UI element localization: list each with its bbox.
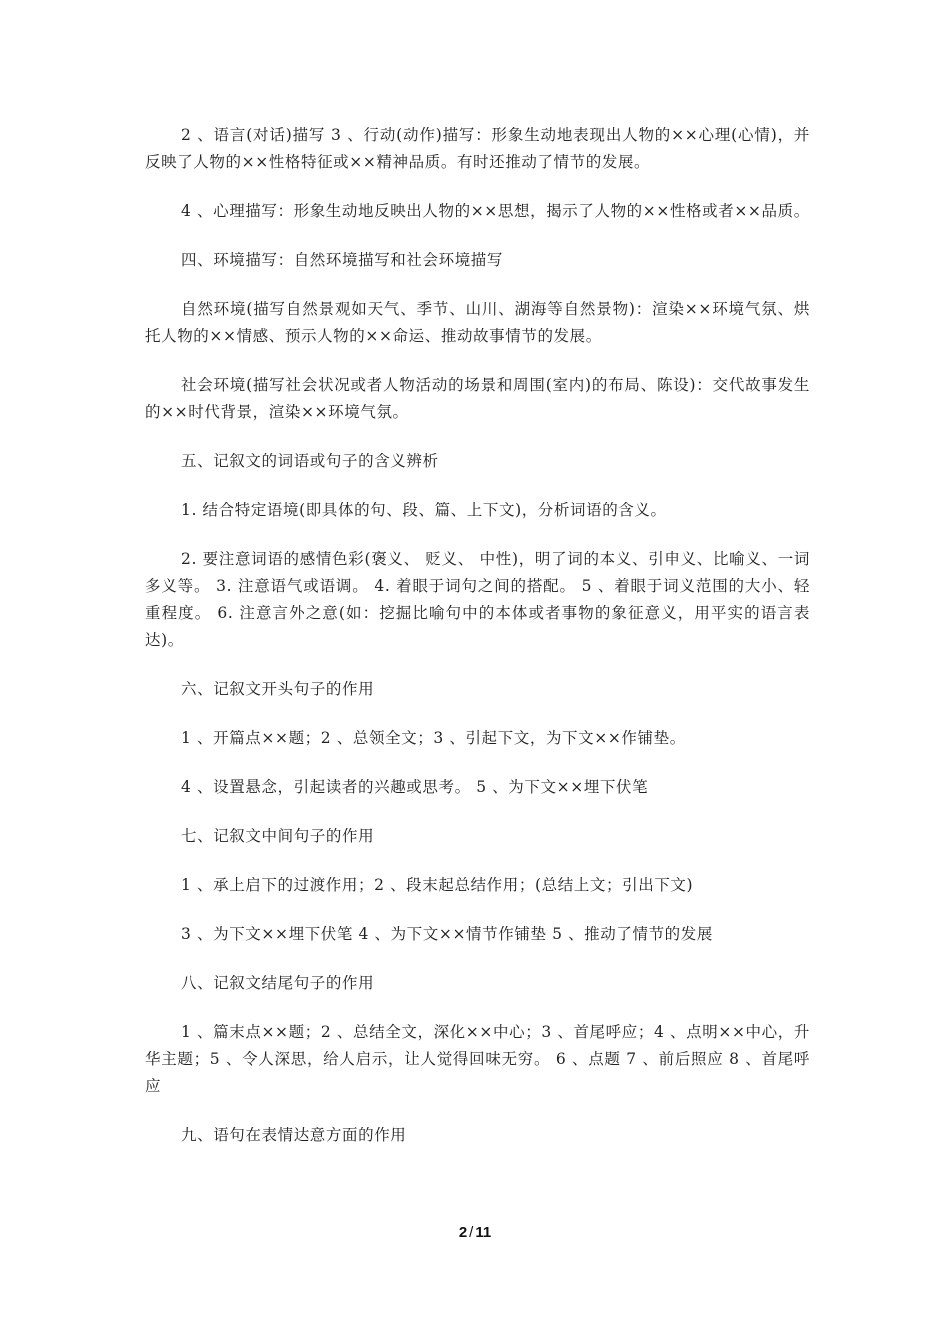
page-number-separator: / [469,1224,474,1241]
page-number-footer [0,1224,950,1241]
heading-middle-sentence-function: 七、记叙文中间句子的作用 [181,827,375,845]
paragraph-psychological-description: 4 、心理描写：形象生动地反映出人物的××思想，揭示了人物的××性格或者××品质。 [181,202,810,220]
paragraph-social-environment: 社会环境(描写社会状况或者人物活动的场景和周围(室内)的布局、陈设)：交代故事发生的××时代背景，渲染××环境气氛。 [145,376,810,421]
paragraph-opening-functions-1: 1 、开篇点××题；2 、总领全文；3 、引起下文，为下文××作铺垫。 [181,729,686,747]
paragraph-middle-functions-2: 3 、为下文××埋下伏笔 4 、为下文××情节作铺垫 5 、推动了情节的发展 [181,925,713,943]
total-pages-number: 11 [475,1224,492,1241]
paragraph-dialogue-action-description: 2 、语言(对话)描写 3 、行动(动作)描写：形象生动地表现出人物的××心理(心情)，并反映了人物的××性格特征或××精神品质。有时还推动了情节的发展。 [145,126,810,171]
paragraph-ending-functions: 1 、篇末点××题；2 、总结全文，深化××中心；3 、首尾呼应；4 、点明××中心，升华主题；5 、令人深思，给人启示，让人觉得回味无穷。 6 、点题 7 、前后照应 8 、首尾呼应 [145,1023,810,1095]
heading-environment-description: 四、环境描写：自然环境描写和社会环境描写 [181,251,504,269]
paragraph-opening-functions-2: 4 、设置悬念，引起读者的兴趣或思考。 5 、为下文××埋下伏笔 [181,778,649,796]
heading-ending-sentence-function: 八、记叙文结尾句子的作用 [181,974,375,992]
paragraph-middle-functions-1: 1 、承上启下的过渡作用；2 、段末起总结作用；(总结上文；引出下文) [181,876,694,894]
paragraph-context-meaning: 1. 结合特定语境(即具体的句、段、篇、上下文)，分析词语的含义。 [181,501,667,519]
paragraph-word-attention-points: 2. 要注意词语的感情色彩(褒义、 贬义、 中性)，明了词的本义、引申义、比喻义、一词多义等。 3. 注意语气或语调。 4. 着眼于词句之间的搭配。 5 、着眼于词义范围的大小、轻重程度。 6. 注意言外之意(如：挖掘比喻句中的本体或者事物的象征意义，用平实的语言表达)。 [145,550,810,649]
heading-expression-function: 九、语句在表情达意方面的作用 [181,1126,407,1144]
heading-word-meaning-analysis: 五、记叙文的词语或句子的含义辨析 [181,452,439,470]
paragraph-natural-environment: 自然环境(描写自然景观如天气、季节、山川、湖海等自然景物)：渲染××环境气氛、烘托人物的××情感、预示人物的××命运、推动故事情节的发展。 [145,300,810,345]
heading-opening-sentence-function: 六、记叙文开头句子的作用 [181,680,375,698]
page-content [145,122,810,1171]
current-page-number: 2 [458,1224,468,1241]
